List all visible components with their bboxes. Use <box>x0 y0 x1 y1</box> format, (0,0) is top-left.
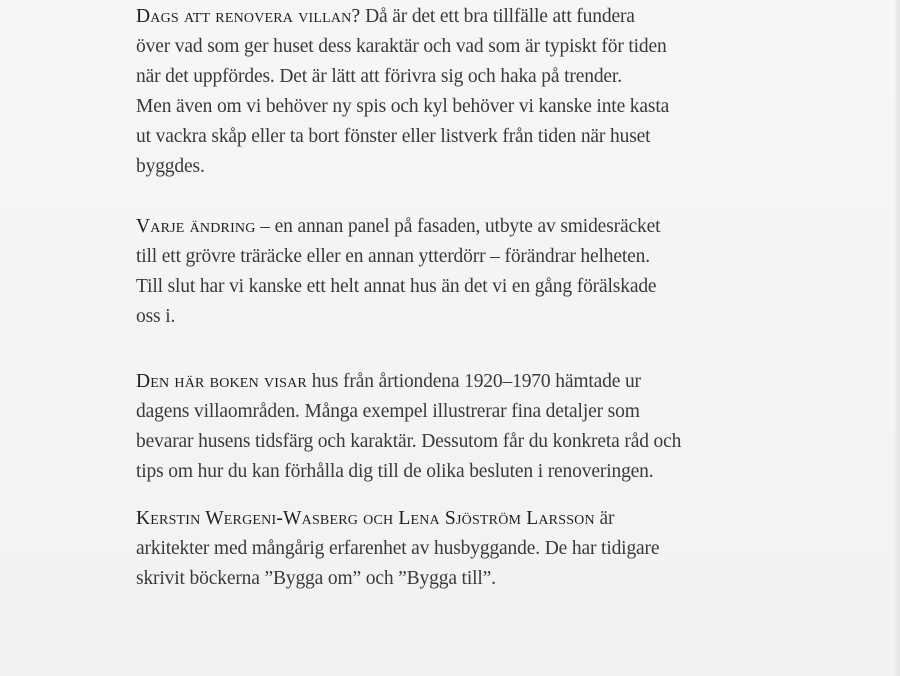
paragraph-authors <box>136 504 776 594</box>
paragraph-line: över vad som ger huset dess karaktär och vad som är typiskt för tiden <box>136 36 667 57</box>
paragraph-renovate <box>136 2 776 182</box>
page-edge-shadow <box>894 0 900 676</box>
paragraph-this-book <box>136 367 776 487</box>
paragraph-line: när det uppfördes. Det är lätt att förivra sig och haka på trender. <box>136 66 622 87</box>
paragraph-line <box>136 212 776 242</box>
paragraph-lead: Kerstin Wergeni-Wasberg och Lena Sjöström Larsson <box>136 508 595 529</box>
line-text: hus från årtiondena 1920–1970 hämtade ur <box>306 371 641 392</box>
paragraph-line: bevarar husens tidsfärg och karaktär. Dessutom får du konkreta råd och <box>136 431 682 452</box>
paragraph-line: tips om hur du kan förhålla dig till de olika besluten i renoveringen. <box>136 461 654 482</box>
paragraph-line: dagens villaområden. Många exempel illustrerar fina detaljer som <box>136 401 640 422</box>
paragraph-line: Till slut har vi kanske ett helt annat hus än det vi en gång förälskade <box>136 276 657 297</box>
paragraph-every-change <box>136 212 776 332</box>
line-text: – en annan panel på fasaden, utbyte av smidesräcket <box>255 216 661 237</box>
paragraph-line: oss i. <box>136 306 176 327</box>
paragraph-lead: Dags att renovera villan? <box>136 6 361 27</box>
paragraph-lead: Den här boken visar <box>136 371 307 392</box>
paragraph-lead: Varje ändring <box>136 216 256 237</box>
line-text: Då är det ett bra tillfälle att fundera <box>360 6 635 27</box>
paragraph-line <box>136 504 776 534</box>
paragraph-line <box>136 367 776 397</box>
line-text: är <box>594 508 615 529</box>
paragraph-line: skrivit böckerna ”Bygga om” och ”Bygga till”. <box>136 568 496 589</box>
paragraph-line: byggdes. <box>136 156 205 177</box>
paragraph-line: Men även om vi behöver ny spis och kyl behöver vi kanske inte kasta <box>136 96 670 117</box>
paragraph-line <box>136 2 776 32</box>
paragraph-line: till ett grövre träräcke eller en annan ytterdörr – förändrar helheten. <box>136 246 650 267</box>
paragraph-line: arkitekter med mångårig erfarenhet av husbyggande. De har tidigare <box>136 538 660 559</box>
paragraph-line: ut vackra skåp eller ta bort fönster eller listverk från tiden när huset <box>136 126 651 147</box>
